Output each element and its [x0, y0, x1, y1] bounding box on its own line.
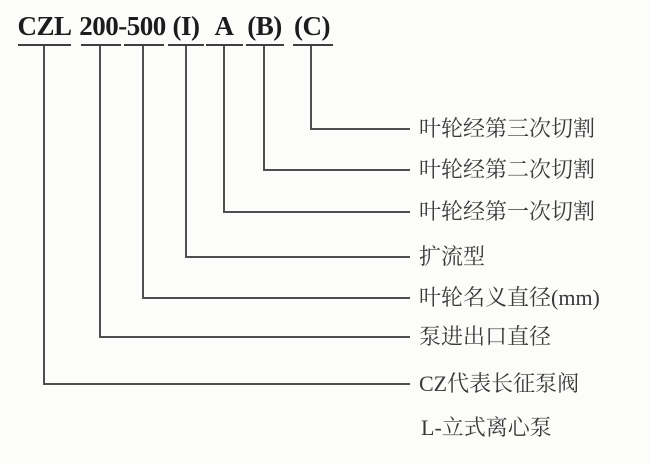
connector-label: 叶轮经第二次切割 — [419, 157, 596, 182]
connector-vertical — [263, 46, 265, 171]
token-underline — [246, 44, 284, 46]
connector-label: 叶轮经第三次切割 — [419, 116, 596, 141]
model-token-b: (B) — [247, 11, 282, 41]
connector-vertical — [223, 46, 225, 213]
connector-label: 叶轮名义直径(mm) — [419, 285, 600, 310]
connector-horizontal — [43, 383, 410, 385]
model-token-a: A — [214, 11, 234, 41]
connector-label: 扩流型 — [419, 244, 486, 269]
model-token-czl: CZL — [17, 11, 72, 41]
connector-vertical — [142, 46, 144, 299]
connector-label: 泵进出口直径 — [419, 324, 552, 349]
connector-horizontal — [142, 297, 410, 299]
token-underline — [293, 44, 333, 46]
model-token-c: (C) — [294, 11, 330, 41]
connector-vertical — [310, 46, 312, 130]
connector-horizontal — [223, 211, 410, 213]
connector-horizontal — [263, 169, 410, 171]
token-underline — [124, 44, 164, 46]
connector-vertical — [43, 46, 45, 385]
token-underline — [81, 44, 121, 46]
connector-horizontal — [185, 256, 410, 258]
connector-vertical — [185, 46, 187, 258]
connector-horizontal — [310, 128, 410, 130]
model-token-i: (I) — [172, 11, 200, 41]
model-token-200-500: 200-500 — [79, 11, 166, 41]
footnote-label: L-立式离心泵 — [421, 415, 552, 440]
connector-label: CZ代表长征泵阀 — [419, 371, 580, 396]
connector-horizontal — [99, 336, 410, 338]
connector-vertical — [99, 46, 101, 338]
connector-label: 叶轮经第一次切割 — [419, 199, 596, 224]
